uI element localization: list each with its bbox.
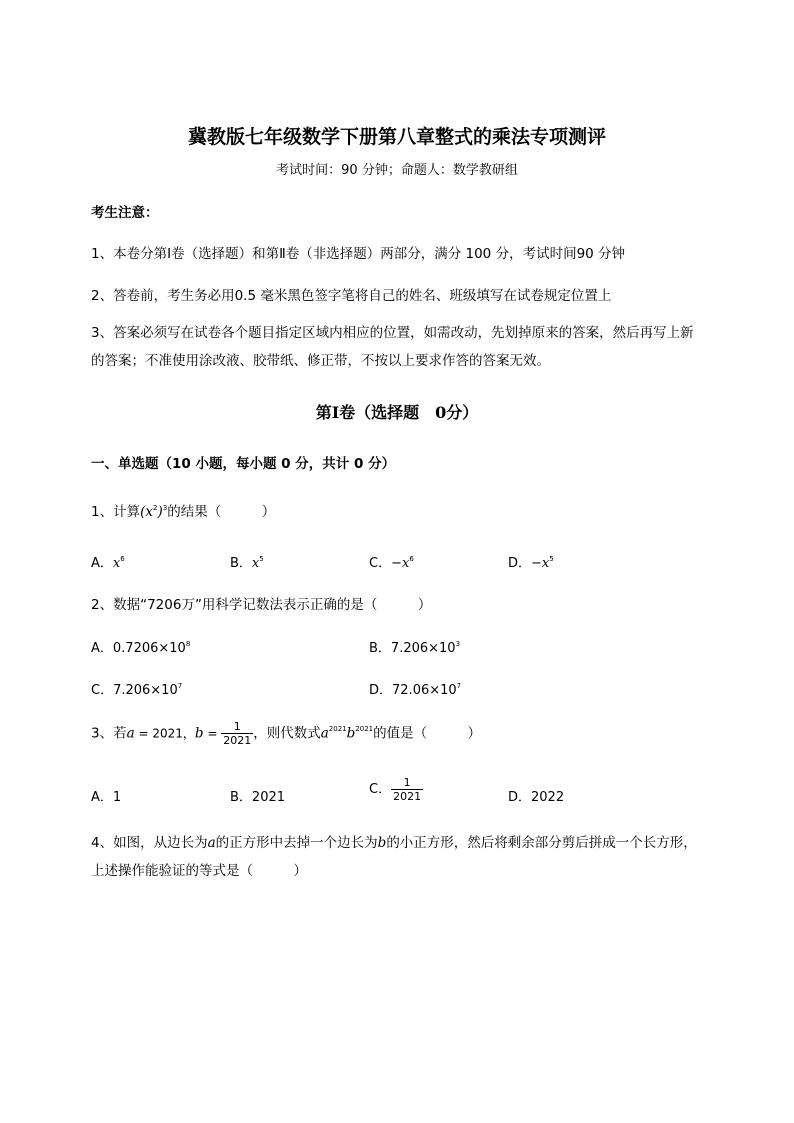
option-label: D． [508,556,532,571]
option-label: D． [508,790,532,805]
option-value: 2021 [251,790,286,805]
option-value: 7.206×10 [390,641,456,656]
fraction-denominator: 2021 [223,734,252,747]
option-exp: 7 [456,681,462,690]
question-2: 2、数据“7206万”用科学记数法表示正确的是（ ） [91,597,432,613]
option-label: C． [91,683,114,698]
notice-item-3: 3、答案必须写在试卷各个题目指定区域内相应的位置，如需改动，先划掉原来的答案，然后再写上新的答案；不准使用涂改液、胶带纸、修正带，不按以上要求作答的答案无效。 [91,325,694,369]
notice-item-1: 1、本卷分第Ⅰ卷（选择题）和第Ⅱ卷（非选择题）两部分，满分 100 分，考试时间90 分钟 [91,246,626,262]
option-label: C． [369,782,392,797]
option-label: A． [91,790,113,805]
option-var: x [251,556,260,571]
notice-item-2: 2、答卷前，考生务必用0.5 毫米黑色签字笔将自己的姓名、班级填写在试卷规定位置上 [91,288,612,304]
part-heading: 一、单选题（10 小题，每小题 0 分，共计 0 分） [91,456,396,472]
option-value: 0.7206×10 [112,641,186,656]
option-exp: 5 [259,554,264,563]
option-label: C． [369,556,392,571]
option-value: 1 [112,790,122,805]
q3-option-b[interactable] [230,786,285,805]
q4-text-1: 4、如图，从边长为 [91,835,208,851]
option-var: x [541,556,550,571]
option-sign: − [531,556,542,571]
option-exp: 7 [177,681,183,690]
q1-exp-outer: 3 [162,503,168,512]
question-3 [91,720,481,747]
q3-b-var: b [194,725,204,742]
q1-exp-inner: 2 [152,503,158,512]
option-exp: 5 [549,554,554,563]
q2-option-c[interactable] [91,679,182,698]
q3-b-fraction [221,720,253,747]
q3-expr-b: b [346,725,356,742]
q1-prefix: 1、计算 [91,504,141,520]
q2-option-b[interactable] [369,637,460,656]
q3-expr-a: a [320,725,329,742]
option-fraction [391,776,423,803]
q4-var-a: a [207,835,216,851]
q3-option-d[interactable] [508,786,564,805]
question-4 [91,829,703,885]
option-label: A． [91,556,113,571]
q1-option-a[interactable] [91,552,125,571]
fraction-numerator: 1 [391,776,423,790]
q3-b-eq: = [203,726,222,741]
q1-option-d[interactable] [508,552,554,571]
option-value: 7.206×10 [113,683,178,698]
q3-a-eq: = 2021， [134,726,195,741]
option-label: B． [369,641,391,656]
option-label: A． [91,641,113,656]
option-exp: 6 [409,554,414,563]
q1-close: ) [157,504,163,520]
q2-option-d[interactable] [369,679,461,698]
q3-option-a[interactable] [91,786,121,805]
option-value: 2022 [531,790,565,805]
option-var: x [401,556,410,571]
option-var: x [112,556,121,571]
notice-heading: 考生注意： [91,205,159,221]
q4-var-b: b [377,835,387,851]
option-exp: 3 [455,639,461,648]
exam-subtitle: 考试时间：90 分钟；命题人：数学教研组 [276,163,518,178]
q1-option-b[interactable] [230,552,264,571]
fraction-denominator: 2021 [393,790,422,803]
q1-option-c[interactable] [369,552,414,571]
q1-base: (x [140,504,153,520]
q4-text-3: 的小正方形，然后将剩余部分剪后拼成一个长方形，上述操作能验证的等式是（ ） [91,835,697,879]
option-exp: 8 [185,639,191,648]
option-sign: − [391,556,402,571]
q3-expr-b-exp: 2021 [355,725,374,733]
option-exp: 6 [120,554,125,563]
option-label: B． [230,790,252,805]
section-title: 第Ⅰ卷（选择题 0分） [315,403,479,422]
q3-a-var: a [126,725,135,742]
q4-text-2: 的正方形中去掉一个边长为 [215,835,378,851]
q3-expr-a-exp: 2021 [328,725,347,733]
option-label: B． [230,556,252,571]
q3-prefix: 3、若 [91,725,127,742]
exam-title: 冀教版七年级数学下册第八章整式的乘法专项测评 [187,126,606,148]
fraction-numerator: 1 [221,720,253,734]
q1-suffix: 的结果（ ） [167,504,276,520]
q2-option-a[interactable] [91,637,190,656]
question-1 [91,500,275,520]
q3-mid: ，则代数式 [253,725,321,742]
option-value: 72.06×10 [392,683,457,698]
q3-suffix: 的值是（ ） [373,725,482,742]
option-label: D． [369,683,393,698]
q3-option-c[interactable] [369,776,423,803]
